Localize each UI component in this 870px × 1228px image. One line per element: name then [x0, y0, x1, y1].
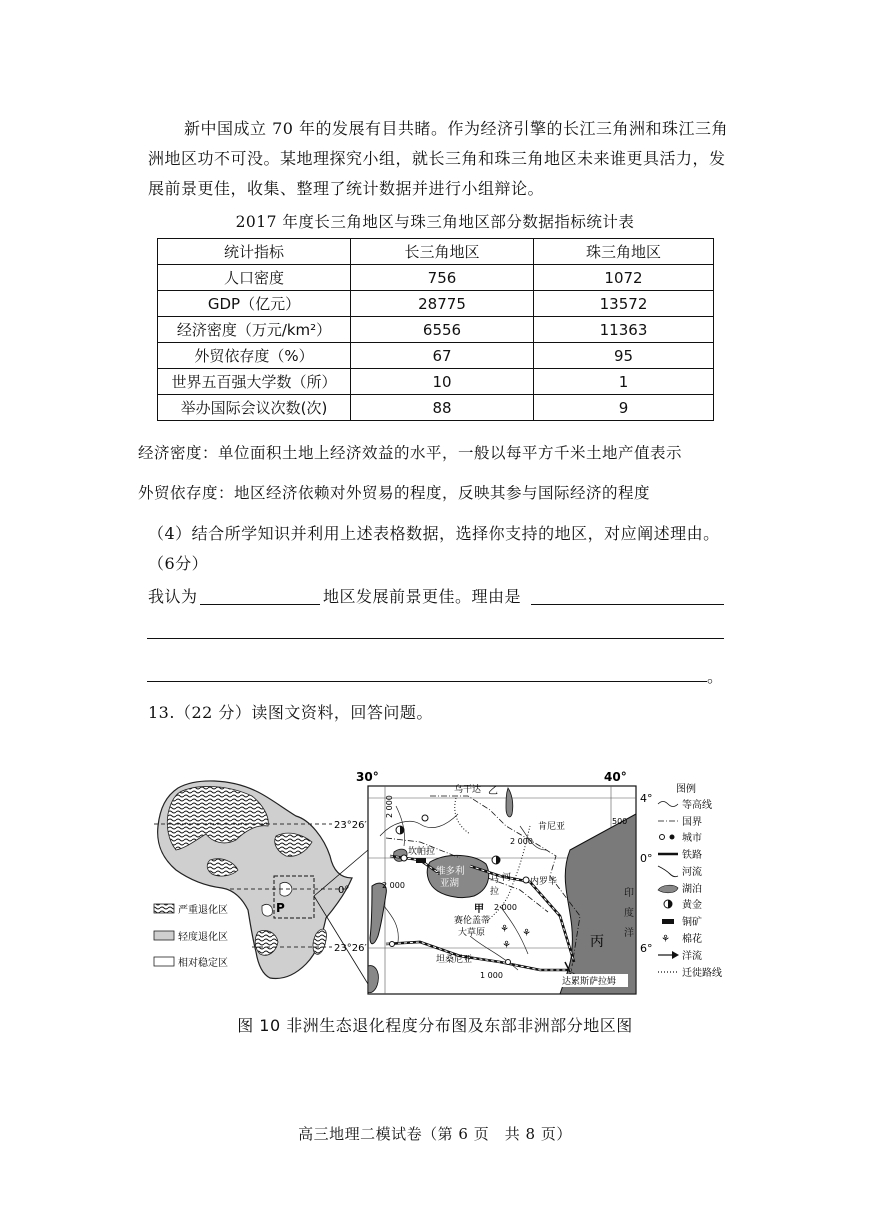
legend-cotton-symbol: ⚘	[661, 934, 670, 945]
map-label: 坎帕拉	[408, 847, 436, 857]
lat-label: 23°26′	[334, 820, 367, 831]
table-row	[158, 369, 714, 395]
legend-label: 城市	[682, 833, 702, 844]
east-africa-map	[356, 770, 653, 994]
map-label: 内罗毕	[530, 877, 558, 887]
city-marker	[401, 855, 407, 861]
legend-copper-symbol	[662, 919, 674, 924]
ocean-label: 洋	[624, 928, 634, 939]
answer-middle: 地区发展前景更佳。理由是	[323, 587, 522, 606]
legend-label: 严重退化区	[178, 905, 228, 916]
lat-label: 0°	[640, 852, 653, 865]
legend-swatch-mild	[154, 931, 174, 940]
table-cell: 举办国际会议次数(次)	[158, 395, 351, 421]
answer-region-blank[interactable]	[200, 604, 320, 605]
table-cell: 28775	[351, 291, 534, 317]
answer-reason-blank[interactable]	[531, 604, 724, 605]
question-13: 13.（22 分）读图文资料，回答问题。	[148, 703, 433, 722]
note-economic-density: 经济密度：单位面积土地上经济效益的水平，一般以每平方千米土地产值表示	[138, 444, 683, 462]
legend-label: 铜矿	[682, 917, 702, 928]
lon-label: 40°	[604, 770, 627, 784]
legend-river-symbol	[658, 866, 678, 877]
ocean-label: 度	[624, 908, 634, 919]
table-cell: 经济密度（万元/km²）	[158, 317, 351, 343]
legend-city-symbol	[670, 835, 675, 840]
map-label: 亚湖	[440, 878, 460, 889]
contour-value: 1 000	[480, 971, 503, 980]
map-label: 马	[490, 875, 500, 885]
map-label: 肯尼亚	[538, 822, 566, 832]
table-row	[158, 265, 714, 291]
map-label: 维多利	[436, 866, 465, 877]
answer-line[interactable]	[147, 638, 724, 639]
table-header-row	[158, 239, 714, 265]
contour-value: 2 000	[382, 881, 405, 890]
legend-current-symbol	[672, 951, 679, 959]
legend-label: 等高线	[682, 800, 712, 811]
legend-city-symbol	[660, 835, 665, 840]
answer-prefix: 我认为	[148, 587, 198, 606]
figure-10	[0, 766, 870, 1006]
table-cell: GDP（亿元）	[158, 291, 351, 317]
table-cell: 11363	[534, 317, 714, 343]
table-cell: 756	[351, 265, 534, 291]
table-caption: 2017 年度长三角地区与珠三角地区部分数据指标统计表	[235, 213, 635, 231]
table-header: 珠三角地区	[534, 239, 714, 265]
cotton-marker: ⚘	[522, 928, 531, 939]
table-cell: 1	[534, 369, 714, 395]
map-label: 坦桑尼亚	[436, 955, 473, 965]
page-footer: 高三地理二模试卷（第 6 页 共 8 页）	[298, 1125, 572, 1143]
table-cell: 1072	[534, 265, 714, 291]
table-cell: 9	[534, 395, 714, 421]
map-label: 丙	[590, 934, 604, 950]
legend-label: 黄金	[682, 900, 702, 911]
cotton-marker: ⚘	[502, 940, 511, 951]
legend-title: 图例	[676, 784, 696, 795]
lat-label: 0°	[338, 885, 350, 896]
table-header: 长三角地区	[351, 239, 534, 265]
africa-map	[154, 781, 368, 984]
ocean-label: 印	[624, 888, 634, 899]
stable-area	[262, 904, 272, 916]
city-marker	[523, 877, 529, 883]
answer-line[interactable]	[147, 681, 707, 682]
statistics-table	[157, 238, 714, 421]
legend-label: 棉花	[682, 934, 702, 945]
contour-value: 2 000	[510, 837, 533, 846]
table-cell: 88	[351, 395, 534, 421]
table-cell: 人口密度	[158, 265, 351, 291]
note-trade-dependence: 外贸依存度：地区经济依赖对外贸易的程度，反映其参与国际经济的程度	[138, 484, 651, 502]
map-label: 甲	[474, 904, 484, 915]
legend-swatch-severe	[154, 904, 174, 913]
table-cell: 95	[534, 343, 714, 369]
contour-value: 2 000	[494, 903, 517, 912]
table-cell: 67	[351, 343, 534, 369]
legend-label: 国界	[682, 817, 702, 828]
legend-label: 湖泊	[682, 884, 702, 895]
table-row	[158, 291, 714, 317]
city-marker	[506, 960, 511, 965]
map-label: 拉	[490, 887, 500, 897]
table-row	[158, 343, 714, 369]
map-legend	[658, 782, 722, 979]
lat-label: 23°26′	[334, 943, 367, 954]
legend-label: 洋流	[682, 951, 702, 962]
legend-swatch-stable	[154, 957, 174, 966]
legend-label: 轻度退化区	[178, 932, 228, 943]
map-label: 达累斯萨拉姆	[562, 977, 617, 987]
figure-caption: 图 10 非洲生态退化程度分布图及东部非洲部分地区图	[237, 1016, 633, 1035]
lon-label: 30°	[356, 770, 379, 784]
contour-value: 500	[612, 817, 628, 826]
map-label: 乌干达	[454, 785, 482, 795]
table-cell: 外贸依存度（%）	[158, 343, 351, 369]
legend-label: 铁路	[682, 850, 702, 861]
cotton-marker: ⚘	[500, 924, 509, 935]
legend-label: 河流	[682, 867, 702, 878]
table-cell: 10	[351, 369, 534, 395]
map-label: 河	[502, 873, 512, 883]
intro-paragraph: 新中国成立 70 年的发展有目共睹。作为经济引擎的长江三角洲和珠江三角洲地区功不可没。某地理探究小组，就长三角和珠三角地区未来谁更具活力，发展前景更佳，收集、整理了统计数据并进行小组辩论。	[148, 119, 729, 198]
contour-value: 2 000	[385, 795, 394, 818]
copper-marker	[416, 858, 426, 863]
table-row	[158, 395, 714, 421]
table-header: 统计指标	[158, 239, 351, 265]
city-marker	[390, 942, 395, 947]
table-cell: 6556	[351, 317, 534, 343]
city-marker	[422, 815, 428, 821]
answer-end-mark: 。	[707, 667, 724, 686]
legend-label: 相对稳定区	[178, 958, 228, 969]
legend-lake-symbol	[658, 885, 678, 893]
inset-box-label: P	[276, 901, 285, 915]
legend-contour-symbol	[658, 802, 678, 807]
table-row	[158, 317, 714, 343]
lat-label: 4°	[640, 792, 653, 805]
lat-label: 6°	[640, 942, 653, 955]
table-cell: 13572	[534, 291, 714, 317]
question-4: （4）结合所学知识并利用上述表格数据，选择你支持的地区，对应阐述理由。（6分）	[148, 524, 720, 573]
map-label: 大草原	[458, 928, 486, 938]
table-cell: 世界五百强大学数（所）	[158, 369, 351, 395]
map-label: 乙	[488, 786, 498, 797]
map-label: 赛伦盖蒂	[454, 916, 491, 926]
legend-label: 迁徙路线	[682, 968, 722, 979]
